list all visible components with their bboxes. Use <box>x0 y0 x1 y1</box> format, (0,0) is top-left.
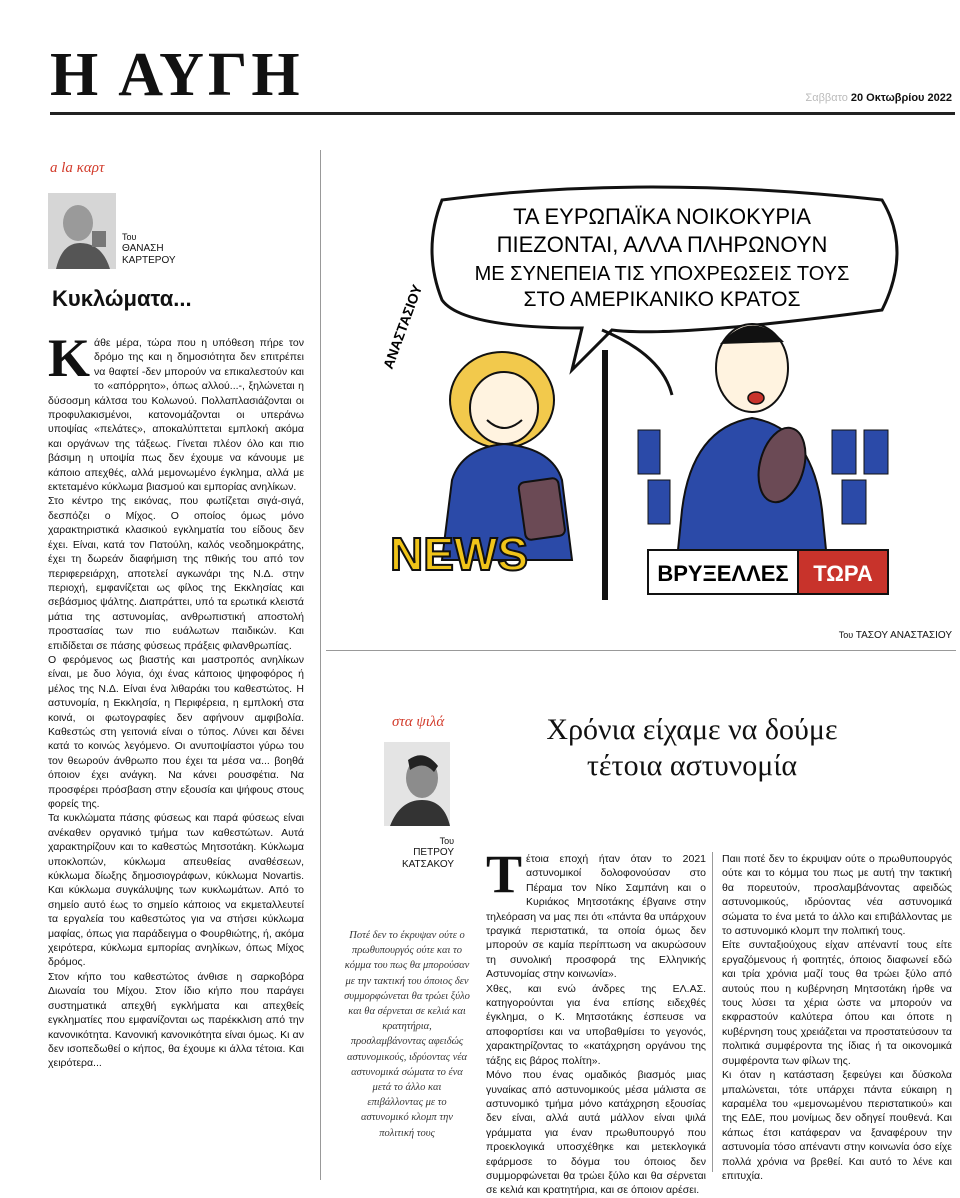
masthead-rule <box>50 112 955 115</box>
column-divider <box>320 150 321 1180</box>
article2-author-line1: ΠΕΤΡΟΥ <box>413 846 454 858</box>
cartoon-credit-prefix: Του <box>838 630 854 640</box>
article2-author-line2: ΚΑΤΣΑΚΟΥ <box>401 858 454 870</box>
article2-body-col1 <box>486 844 706 1197</box>
speech-line-1: ΤΑ ΕΥΡΩΠΑΪΚΑ ΝΟΙΚΟΚΥΡΙΑ <box>513 204 811 229</box>
speech-line-3: ΜΕ ΣΥΝΕΠΕΙΑ ΤΙΣ ΥΠΟΧΡΕΩΣΕΙΣ ΤΟΥΣ <box>474 263 850 285</box>
banner-right-text: ΤΩΡΑ <box>813 561 873 586</box>
cartoonist-signature: ΑΝΑΣΤΑΣΙΟΥ <box>379 282 426 372</box>
article2-author-photo <box>384 742 450 826</box>
left-byline <box>122 232 242 267</box>
left-author-line1: ΘΑΝΑΣΗ <box>122 242 164 254</box>
date-value: 20 Οκτωβρίου 2022 <box>850 92 952 104</box>
article2-paragraph: Κι όταν η κατάσταση ξεφεύγει και δύσκολα μπαλώνεται, τότε υπάρχει πάντα εύκαιρη η καραμέλα του «μεμονωμένου περιστατικού» και της ΕΔΕ, που μονίμως δεν οδηγεί πουθενά. Και κάπως έτσι κατάφεραν να ξαναφέρουν την αστυνομία τόσο απέναντι στην κοινωνία όσο είχε πολλά χρόνια να βρεθεί. Και αυτό το λένε και επιτυχία. <box>722 1069 952 1182</box>
editorial-cartoon <box>372 180 912 610</box>
banner-left-text: ΒΡΥΞΕΛΛΕΣ <box>657 561 789 586</box>
article2-headline <box>472 712 912 784</box>
article2-paragraph: έτοια εποχή ήταν όταν το 2021 αστυνομικοί δολοφονούσαν στο Πέραμα τον Νίκο Σαμπάνη και ο Κυριάκος Μητσοτάκης έβγαινε στην τηλεόραση να μας πει ότι «πάντα θα υπάρχουν τραγικά περιστατικά, τα οποία όμως δεν μπορούν σε καμία περίπτωση να ακυρώσουν τη συνολική προσφορά της Ελληνικής Αστυνομίας στην κοινωνία». <box>486 853 706 981</box>
left-byline-prefix: Του <box>122 232 137 242</box>
issue-date <box>805 92 952 104</box>
news-text: NEWS <box>390 528 528 580</box>
speech-line-4: ΣΤΟ ΑΜΕΡΙΚΑΝΙΚΟ ΚΡΑΤΟΣ <box>523 288 801 311</box>
date-label: Σαββατο <box>805 92 848 104</box>
masthead-title: Η ΑΥΓΗ <box>50 41 304 109</box>
article2-paragraph: Μόνο που ένας ομαδικός βιασμός μιας γυναίκας από αστυνομικούς μέσα μάλιστα σε αστυνομικό τμήμα μόνο κατάχρηση εξουσίας δεν είναι, αλλά αυτά μάλλον είναι ψιλά γράμματα για έναν πρωθυπουργό που προεκλογικά υποσχέθηκε και μετεκλογικά εφάρμοσε το δόγμα του όποιος δεν συμμορφώνεται θα τρώει ξύλο και θα σέρνεται σε κελιά και κρατητήρια, και σε όποιον αρέσει. <box>486 1069 706 1197</box>
article2-byline <box>400 836 454 871</box>
left-paragraph: Ο φερόμενος ως βιαστής και μαστροπός ανηλίκων είναι, με δυο λόγια, όχι ένας κάποιος ψηφοφόρος ή μέλος της Ν.Δ. Είναι ένα λιθαράκι του καθεστώτος. Η αστυνομία, η Εκκλησία, η Περιφέρεια, η εμπλοκή στα κοινά, οι φωτογραφίες δεν αφήνουν αμφιβολία. Καθεστώς στη γειτονιά είναι ο τύπος. Λύνει και δένει κατά το κοινώς λεγόμενο. Οι ανυποψίαστοι γύρω του τον θεωρούν άνθρωπο που έχει τα μέσα να... βοηθά όποιον έχει ανάγκη. Να κάνει ρουσφέτια. Να προσφέρει πρόσβαση στην εξουσία και ψήφους στους φορείς της. <box>48 653 304 810</box>
left-paragraph: άθε μέρα, τώρα που η υπόθεση πήρε τον δρόμο της και η δημοσιότητα δεν επιτρέπει να θαφτεί -δεν μπορούν να επικαλεστούν και το «απόρρητο», όπως αλλού...-, ξηλώνεται η δύσοσμη κάλτσα του Κολωνού. Πολλαπλασιάζονται οι προφυλακισμένοι, κατονομάζονται οι υπεράνω υποψίας «πελάτες», αποκαλύπτεται εμπλοκή ακόμα και οργάνων της τάξεως. Γίνεται πλέον όλο και πιο βάσιμη η υποψία πως δεν έχουμε να κάνουμε με κάποιο απεχθές, αλλά μεμονωμένο έγκλημα, αλλά με εκτεταμένο κύκλωμα βιασμού και εμπορίας ανηλίκων. <box>48 337 304 494</box>
article2-paragraph: Παιι ποτέ δεν το έκρυψαν ούτε ο πρωθυπουργός ούτε και το κόμμα του πως με αυτή την τακτική θα πορευτούν, προσλαμβάνοντας αφειδώς αστυνομικούς, ιδρύοντας νέα αστυνομικά σώματα το ένα μετά το άλλο και επιβάλλοντας με το αστυνομικό κλομπ την πολιτική τους. <box>722 853 952 938</box>
left-headline: Κυκλώματα... <box>52 286 192 311</box>
left-paragraph: Τα κυκλώματα πάσης φύσεως και παρά φύσεως είναι ανέκαθεν οργανικό τμήμα των καθεστώτων. Αυτά χαρακτηρίζουν και το καθεστώς Μητσοτάκη. Κύκλωμα υποκλοπών, κύκλωμα απευθείας αναθέσεων, κύκλωμα δίωξης δημοσιογράφων, κύκλωμα Novartis. Και κύκλωμα συγκάλυψης των κυκλωμάτων. Από το σημείο αυτό έως το σημείο κάποιος να εκμεταλλευτεί τα εργαλεία του καθεστώτος για να στήσει κύκλωμα μαφίας, όπως για παράδειγμα ο Φουρθιώτης, ή, ακόμα χειρότερα, κύκλωμα εμπορίας ανηλίκων, όπως Μίχος δρόμος. <box>48 812 304 969</box>
author-photo <box>48 193 116 269</box>
section-divider <box>326 650 956 651</box>
article2-paragraph: Χθες, και ενώ άνδρες της ΕΛ.ΑΣ. κατηγορούνται για ένα επίσης ειδεχθές έγκλημα, ο Κ. Μητσοτάκης έσπευσε να αποφορτίσει και να υποβαθμίσει το γεγονός, χαρακτηρίζοντας το «κατάχρηση οργάνου της τάξης εις βάρος πολίτη». <box>486 982 706 1067</box>
left-dropcap: Κ <box>48 328 91 388</box>
cartoon-credit <box>839 630 952 641</box>
article2-dropcap: Τ <box>486 844 523 904</box>
man-speaker-figure <box>677 324 827 560</box>
column-tag: a la καρτ <box>50 160 105 176</box>
article2-tag: στα ψιλά <box>392 714 445 730</box>
left-author-line2: ΚΑΡΤΕΡΟΥ <box>122 254 176 266</box>
news-banner <box>648 550 888 594</box>
news-sign <box>390 528 528 580</box>
speech-line-2: ΠΙΕΖΟΝΤΑΙ, ΑΛΛΑ ΠΛΗΡΩΝΟΥΝ <box>496 232 828 257</box>
left-paragraph: Στο κέντρο της εικόνας, που φωτίζεται σιγά-σιγά, δεσπόζει ο Μίχος. Ο οποίος όμως μόνο χαρακτηριστικά κλασικού εγκληματία του είδους δεν έχει. Είναι, κατά τον Πατούλη, καλός νεοδημοκράτης, έχει τη δωρεάν διαφήμιση της πθικής του από τον περιφερειάρχη, αποτελεί αγκωνάρι της Ν.Δ. στην περιοχή, εμφανίζεται ως φίλος της Εκκλησίας και σεβάσμιος ψάλτης. Διαπράττει, υπό τα ερωτικά κλειστά μάτια της αστυνομίας, ανθρωπιστική αποστολή προστασίας των πιο ευάλωτων παιδικών. Και επιδίδεται σε πάσης φύσεως πράξεις φιλανθρωπίας. <box>48 495 304 652</box>
article2-body-col2 <box>722 852 952 1182</box>
article2-headline-line1: Χρόνια είχαμε να δούμε <box>546 713 838 746</box>
left-paragraph: Στον κήπο του καθεστώτος άνθισε η σαρκοβόρα Διωναία του Μίχου. Στον ίδιο κήπο που παράγει συστηματικά απεχθή εγκλήματα και απεχθείς εγκληματίες που εμφανίζονται ως παρέκκλιση από την κανονικότητα. Κανονική κανονικότητα είναι όμως. Κι αν δεν ισοπεδωθεί ο κήπος, θα έχουμε κι άλλα τέτοια. Και χειρότερα... <box>48 970 304 1070</box>
article2-headline-line2: τέτοια αστυνομία <box>586 749 798 782</box>
article2-paragraph: Είτε συνταξιούχους είχαν απέναντί τους είτε εργαζόμενους ή φοιτητές, όποιος διαφωνεί εδώ και τρία χρόνια μαζί τους θα τρώει ξύλο από αυτούς που η κυβέρνηση Μητσοτάκη ήρθε να τους λύσει τα χέρια ώστε να μπορούν να εκφραστούν καλύτερα όπου και όποτε η κυβέρνηση τους χρειάζεται να προστατεύσουν τα πολιτικά συμφέροντα της ίδιας ή τα οικονομικά συμφέροντα των φίλων της. <box>722 939 952 1067</box>
article2-pullquote: Ποτέ δεν το έκρυψαν ούτε ο πρωθυπουργός ούτε και το κόμμα του πως θα μπορούσαν με την τακτική του όποιος δεν συμμορφώνεται θα τρώει ξύλο και θα σέρνεται σε κελιά και κρατητήρια, προσλαμβάνοντας αφειδώς αστυνομικούς, ιδρύοντας νέα αστυνομικά σώματα το ένα μετά το άλλο και επιβάλλοντας με το αστυνομικό κλομπ την πολιτική τους <box>344 930 470 1139</box>
article2-byline-prefix: Του <box>439 836 454 846</box>
article2-column-divider <box>712 852 713 1172</box>
cartoon-credit-name: ΤΑΣΟΥ ΑΝΑΣΤΑΣΙΟΥ <box>855 630 952 641</box>
left-article-body <box>48 328 304 1172</box>
